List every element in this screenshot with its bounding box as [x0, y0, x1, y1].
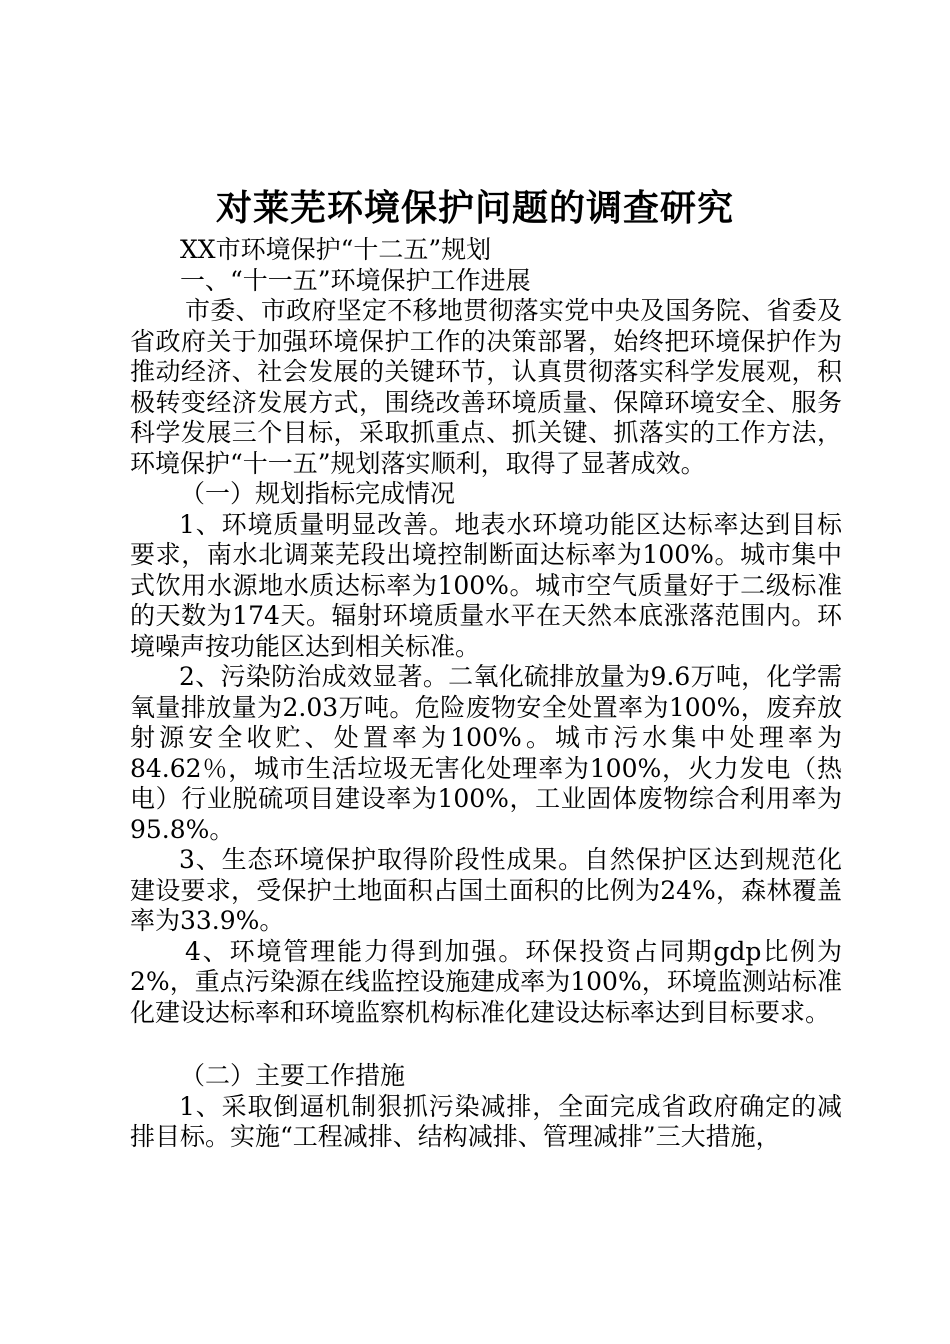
plan-heading: XX市环境保护“十二五”规划	[180, 235, 492, 264]
paragraph-spacer	[130, 1028, 842, 1061]
paragraph-management: 4、环境管理能力得到加强。环保投资占同期gdp比例为2%，重点污染源在线监控设施建成率为100%，环境监测站标准化建设达标率和环境监察机构标准化建设达标率达到目标要求。	[130, 936, 842, 1027]
subsection-heading-1: （一）规划指标完成情况	[180, 479, 456, 508]
paragraph-emission-reduction: 1、采取倒逼机制狠抓污染减排，全面完成省政府确定的减排目标。实施“工程减排、结构减排、管理减排”三大措施，	[130, 1091, 842, 1151]
document-body	[130, 235, 842, 1153]
paragraph-ecology: 3、生态环境保护取得阶段性成果。自然保护区达到规范化建设要求，受保护土地面积占国土面积的比例为24%，森林覆盖率为33.9%。	[130, 845, 842, 935]
section-heading-1: 一、“十一五”环境保护工作进展	[180, 265, 531, 295]
subsection-heading-2: （二）主要工作措施	[180, 1061, 406, 1090]
intro-paragraph: 市委、市政府坚定不移地贯彻落实党中央及国务院、省委及省政府关于加强环境保护工作的决策部署，始终把环境保护作为推动经济、社会发展的关键环节，认真贯彻落实科学发展观，积极转变经济发展方式，围绕改善环境质量、保障环境安全、服务科学发展三个目标，采取抓重点、抓关键、抓落实的工作方法，环境保护“十一五”规划落实顺利，取得了显著成效。	[130, 296, 842, 478]
paragraph-environment-quality: 1、环境质量明显改善。地表水环境功能区达标率达到目标要求，南水北调莱芜段出境控制断面达标率为100%。城市集中式饮用水源地水质达标率为100%。城市空气质量好于二级标准的天数为174天。辐射环境质量水平在天然本底涨落范围内。环境噪声按功能区达到相关标准。	[130, 509, 842, 661]
paragraph-pollution-control: 2、污染防治成效显著。二氧化硫排放量为9.6万吨，化学需氧量排放量为2.03万吨。危险废物安全处置率为100%，废弃放射源安全收贮、处置率为100%。城市污水集中处理率为84.62％，城市生活垃圾无害化处理率为100%，火力发电（热电）行业脱硫项目建设率为100%，工业固体废物综合利用率为95.8%。	[130, 662, 842, 844]
document-title: 对莱芜环境保护问题的调查研究	[215, 187, 734, 229]
